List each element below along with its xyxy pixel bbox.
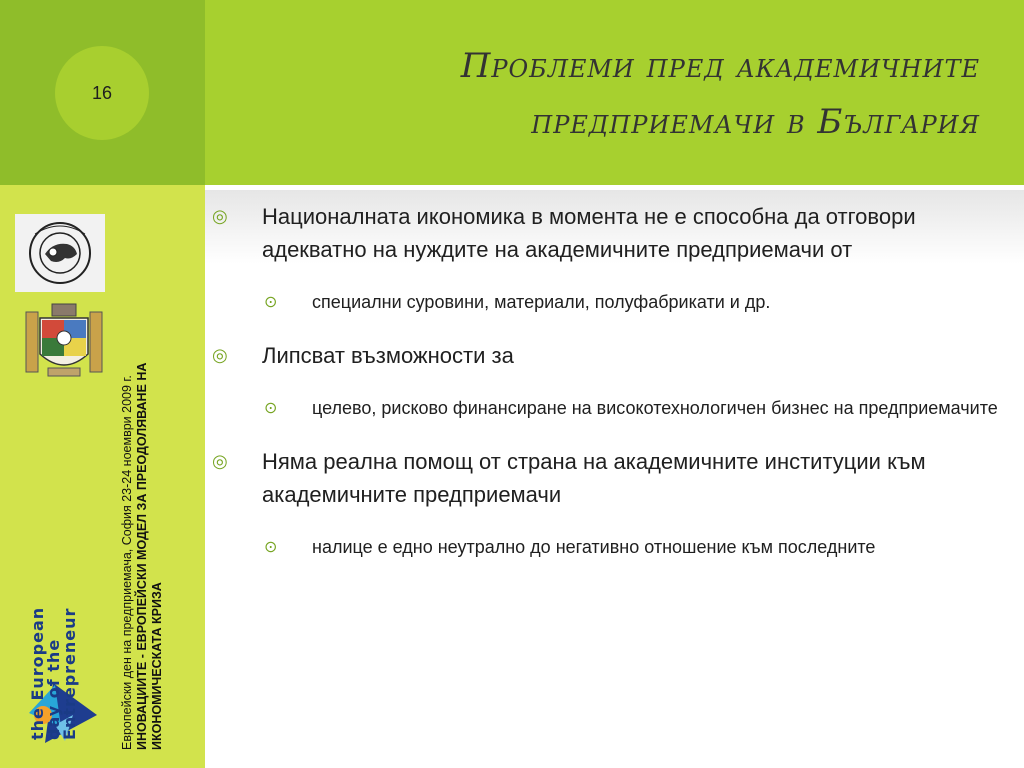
bullet-text: Националната икономика в момента не е способна да отговори адекватно на нуждите на академичните предприемачи от (262, 204, 916, 262)
bullet-item (212, 200, 1002, 266)
conference-theme-line2: ИКОНОМИЧЕСКАТА КРИЗА (150, 582, 164, 750)
sub-bullet-item (212, 533, 1002, 562)
bullet-ring-icon: ◎ (212, 206, 228, 226)
sub-bullet-item (212, 394, 1002, 423)
sub-bullet-dot-icon: ⊙ (264, 400, 278, 417)
slide-content (212, 200, 1002, 584)
bullet-item (212, 339, 1002, 372)
conference-date-line: Европейски ден на предприемача, София 23-24 ноември 2009 г. (120, 375, 134, 750)
page-number: 16 (91, 82, 113, 103)
university-seal-logo (15, 214, 105, 292)
european-day-logo-text (30, 565, 90, 740)
slide-title: Проблеми пред академичните предприемачи в България (460, 46, 980, 142)
euro-logo-line2: day of the (44, 638, 63, 740)
sub-bullet-text: целево, рисково финансиране на високотехнологичен бизнес на предприемачите (312, 398, 998, 418)
euro-logo-line1: the European (28, 606, 47, 740)
sub-bullet-dot-icon: ⊙ (264, 294, 278, 311)
sub-bullet-dot-icon: ⊙ (264, 539, 278, 556)
sub-bullet-text: налице е едно неутрално до негативно отношение към последните (312, 537, 876, 557)
conference-vertical-text (120, 296, 180, 750)
coat-of-arms-logo (22, 302, 106, 380)
page-number-badge (55, 46, 149, 140)
bullet-text: Няма реална помощ от страна на академичните институции към академичните предприемачи (262, 449, 926, 507)
bullet-ring-icon: ◎ (212, 451, 228, 471)
euro-logo-line3: Entrepreneur (60, 607, 79, 740)
sub-bullet-text: специални суровини, материали, полуфабрикати и др. (312, 292, 771, 312)
bullet-text: Липсват възможности за (262, 343, 514, 368)
conference-theme-line1: ИНОВАЦИИТЕ - ЕВРОПЕЙСКИ МОДЕЛ ЗА ПРЕОДОЛЯВАНЕ НА (135, 362, 149, 750)
bullet-item (212, 445, 1002, 511)
bullet-ring-icon: ◎ (212, 345, 228, 365)
sub-bullet-item (212, 288, 1002, 317)
